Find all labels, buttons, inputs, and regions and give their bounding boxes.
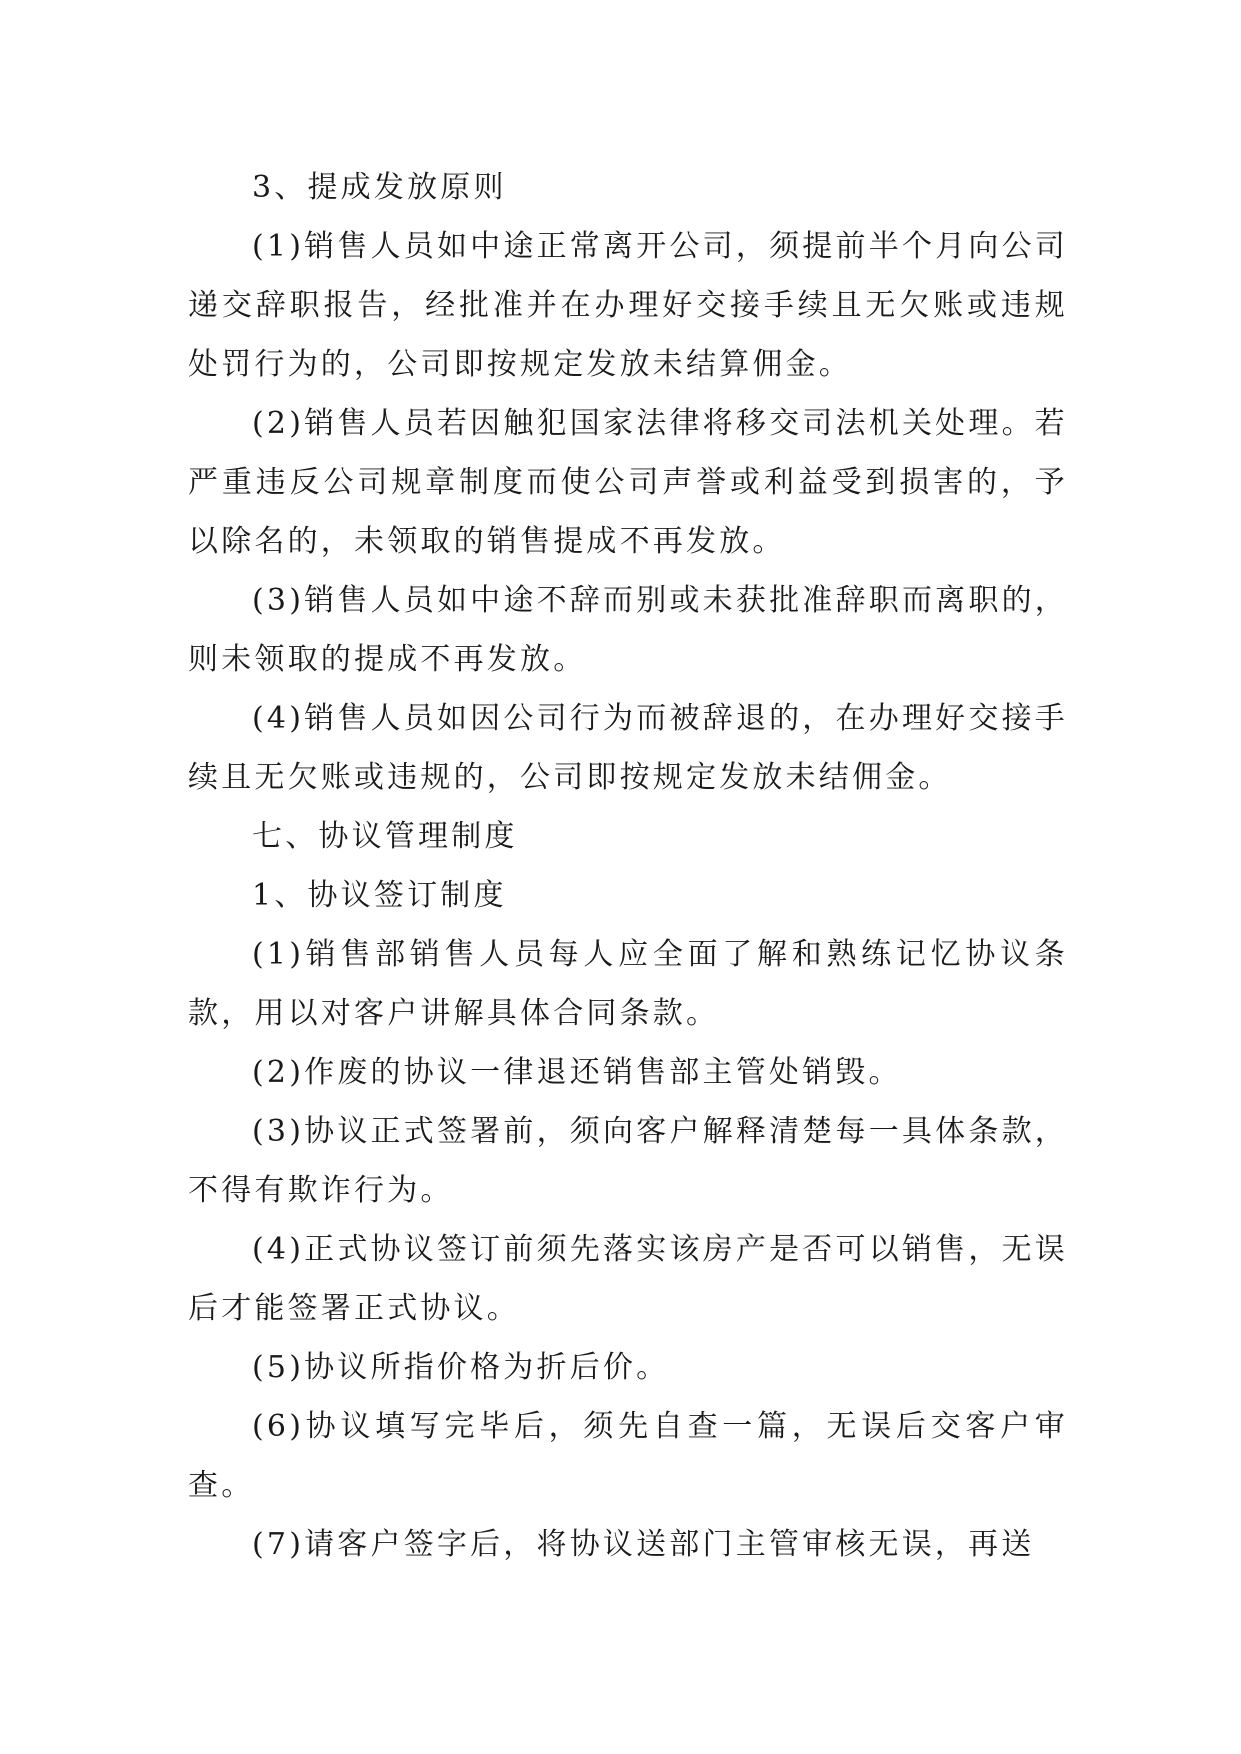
section-heading-commission-principles: 3、提成发放原则 <box>252 170 507 205</box>
paragraph-item: (7)请客户签字后，将协议送部门主管审核无误，再送 <box>252 1527 1035 1562</box>
subsection-heading-agreement-signing: 1、协议签订制度 <box>252 878 507 913</box>
paragraph-item: (3)销售人员如中途不辞而别或未获批准辞职而离职的，则未领取的提成不再发放。 <box>188 583 1068 677</box>
paragraph-item: (5)协议所指价格为折后价。 <box>252 1350 670 1385</box>
paragraph-item: (1)销售人员如中途正常离开公司，须提前半个月向公司递交辞职报告，经批准并在办理好交接手续且无欠账或违规处罚行为的，公司即按规定发放未结算佣金。 <box>188 229 1068 382</box>
document-body <box>188 158 1068 1574</box>
paragraph-item: (4)正式协议签订前须先落实该房产是否可以销售，无误后才能签署正式协议。 <box>188 1232 1068 1326</box>
paragraph-item: (6)协议填写完毕后，须先自查一篇，无误后交客户审查。 <box>188 1409 1068 1503</box>
section-heading-agreement-management: 七、协议管理制度 <box>252 819 518 854</box>
paragraph-item: (1)销售部销售人员每人应全面了解和熟练记忆协议条款，用以对客户讲解具体合同条款。 <box>188 937 1068 1031</box>
paragraph-item: (3)协议正式签署前，须向客户解释清楚每一具体条款，不得有欺诈行为。 <box>188 1114 1068 1208</box>
paragraph-item: (2)作废的协议一律退还销售部主管处销毁。 <box>252 1055 902 1090</box>
paragraph-item: (4)销售人员如因公司行为而被辞退的，在办理好交接手续且无欠账或违规的，公司即按规定发放未结佣金。 <box>188 701 1068 795</box>
paragraph-item: (2)销售人员若因触犯国家法律将移交司法机关处理。若严重违反公司规章制度而使公司声誉或利益受到损害的，予以除名的，未领取的销售提成不再发放。 <box>188 406 1068 559</box>
